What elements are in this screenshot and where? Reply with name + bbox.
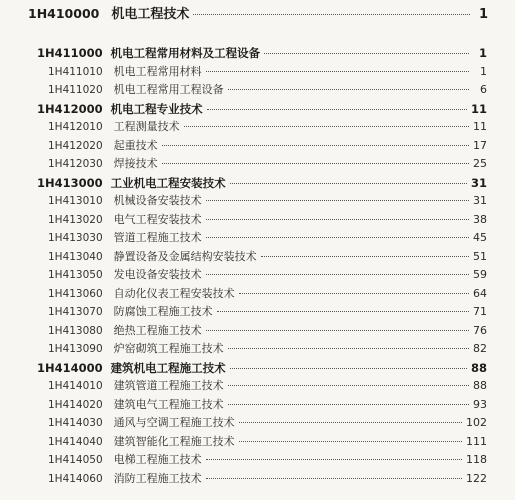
toc-entry-code: 1H414050 [48,454,103,466]
toc-entry-title: 机电工程常用材料 [113,64,202,78]
toc-section-entry[interactable] [48,470,487,488]
dot-leader [206,274,469,275]
toc-entry-page: 1 [478,46,487,60]
toc-entry-code: 1H414060 [48,472,103,485]
dot-leader [230,368,467,369]
toc-entry-page: 71 [473,305,487,318]
toc-entry-code: 1H411000 [37,46,103,60]
toc-part-code: 1H410000 [28,6,100,21]
toc-entry-page: 51 [473,249,487,263]
dot-leader [230,183,467,184]
toc-chapter-entry[interactable] [37,359,487,377]
toc-entry-page: 6 [480,83,487,96]
dot-leader [206,219,469,220]
dot-leader [162,145,469,146]
toc-part-page: 1 [478,7,488,22]
toc-section-entry[interactable] [48,322,487,340]
toc-section-entry[interactable] [48,266,487,284]
toc-entry-code: 1H414020 [48,398,103,411]
toc-entry-code: 1H413080 [48,324,103,337]
toc-entry-title: 建筑电气工程施工技术 [113,397,224,411]
toc-entry-code: 1H413040 [48,250,103,263]
toc-section-entry[interactable] [48,451,487,469]
dot-leader [239,422,462,423]
dot-leader [206,330,469,331]
toc-entry-title: 起重技术 [113,138,158,152]
dot-leader [228,89,469,90]
toc-entry-code: 1H413020 [48,213,103,226]
toc-entry-title: 机电工程专业技术 [110,101,203,116]
toc-entry-code: 1H412010 [48,121,103,133]
dot-leader [162,163,469,164]
toc-section-entry[interactable] [48,340,487,358]
toc-entry-title: 防腐蚀工程施工技术 [113,305,213,318]
toc-entry-code: 1H412020 [48,139,103,152]
dot-leader [239,441,462,442]
dot-leader [206,71,469,72]
toc-chapter-entry[interactable] [37,44,487,62]
toc-entry-title: 管道工程施工技术 [113,231,202,244]
toc-section-entry[interactable] [48,396,487,414]
toc-section-entry[interactable] [48,285,487,303]
toc-entry-page: 118 [466,453,487,466]
toc-entry-page: 11 [470,101,487,116]
toc-entry-title: 工业机电工程安装技术 [110,175,226,190]
toc-entry-page: 76 [473,323,487,337]
toc-entry-title: 机电工程常用工程设备 [113,83,224,96]
toc-entry-code: 1H414010 [48,380,103,392]
toc-entry-title: 电气工程安装技术 [113,212,202,226]
toc-entry-code: 1H414000 [37,360,103,375]
toc-entry-title: 机械设备安装技术 [113,194,202,207]
dot-leader [193,14,470,15]
toc-part-heading[interactable] [28,5,488,23]
toc-entry-code: 1H413050 [48,269,103,281]
toc-section-entry[interactable] [48,81,487,99]
toc-entry-page: 88 [470,360,487,375]
toc-section-entry[interactable] [48,63,487,81]
toc-entry-page: 17 [473,138,487,152]
dot-leader [239,293,469,294]
toc-entry-code: 1H413000 [37,175,103,190]
toc-entry-title: 焊接技术 [113,157,158,170]
toc-section-entry[interactable] [48,248,487,266]
toc-entry-page: 1 [480,64,487,78]
toc-entry-page: 93 [473,397,487,411]
toc-entry-title: 发电设备安装技术 [113,268,202,281]
dot-leader [206,237,469,238]
toc-entry-title: 自动化仪表工程安装技术 [113,286,235,300]
toc-section-entry[interactable] [48,137,487,155]
toc-entry-page: 45 [473,231,487,244]
toc-entry-page: 102 [466,416,487,429]
toc-entry-page: 64 [473,286,487,300]
dot-leader [228,404,469,405]
toc-section-entry[interactable] [48,118,487,136]
toc-entry-title: 静置设备及金属结构安装技术 [113,249,257,263]
toc-entry-page: 122 [466,471,487,485]
dot-leader [228,385,469,386]
toc-entry-title: 建筑智能化工程施工技术 [113,434,235,448]
toc-entry-page: 59 [473,268,487,281]
toc-section-entry[interactable] [48,192,487,210]
toc-entry-title: 建筑机电工程施工技术 [110,360,226,375]
dot-leader [261,256,469,257]
toc-entry-title: 炉窑砌筑工程施工技术 [113,342,224,355]
toc-section-entry[interactable] [48,377,487,395]
toc-section-entry[interactable] [48,414,487,432]
toc-entry-code: 1H413010 [48,195,103,207]
dot-leader [207,109,467,110]
toc-entry-code: 1H412000 [37,101,103,116]
toc-entry-page: 111 [466,434,487,448]
toc-entry-title: 通风与空调工程施工技术 [113,416,235,429]
toc-entry-code: 1H414030 [48,417,103,429]
toc-section-entry[interactable] [48,155,487,173]
toc-entry-code: 1H412030 [48,158,103,170]
toc-entry-title: 绝热工程施工技术 [113,323,202,337]
toc-entry-code: 1H411020 [48,84,103,96]
toc-entry-page: 82 [473,342,487,355]
toc-entry-title: 消防工程施工技术 [113,471,202,485]
toc-entry-title: 机电工程常用材料及工程设备 [110,46,261,60]
toc-entry-title: 工程测量技术 [113,120,180,133]
toc-part-title: 机电工程技术 [111,7,190,22]
toc-entry-code: 1H414040 [48,435,103,448]
toc-entry-page: 11 [473,120,487,133]
dot-leader [206,478,462,479]
toc-entry-title: 电梯工程施工技术 [113,453,202,466]
dot-leader [217,311,469,312]
dot-leader [206,200,469,201]
dot-leader [206,459,462,460]
toc-entry-page: 31 [473,194,487,207]
toc-entry-code: 1H413060 [48,287,103,300]
toc-entry-page: 25 [473,157,487,170]
toc-section-entry[interactable] [48,211,487,229]
dot-leader [264,53,469,54]
toc-entry-title: 建筑管道工程施工技术 [113,379,224,392]
toc-entry-page: 31 [470,175,487,190]
dot-leader [184,126,469,127]
toc-section-entry[interactable] [48,303,487,321]
toc-chapter-entry[interactable] [37,174,487,192]
toc-entry-code: 1H411010 [48,65,103,78]
toc-section-entry[interactable] [48,433,487,451]
toc-entry-code: 1H413090 [48,343,103,355]
toc-section-entry[interactable] [48,229,487,247]
toc-entry-code: 1H413070 [48,306,103,318]
toc-entry-page: 38 [473,212,487,226]
toc-entry-page: 88 [473,379,487,392]
dot-leader [228,348,469,349]
toc-chapter-entry[interactable] [37,100,487,118]
toc-entry-code: 1H413030 [48,232,103,244]
